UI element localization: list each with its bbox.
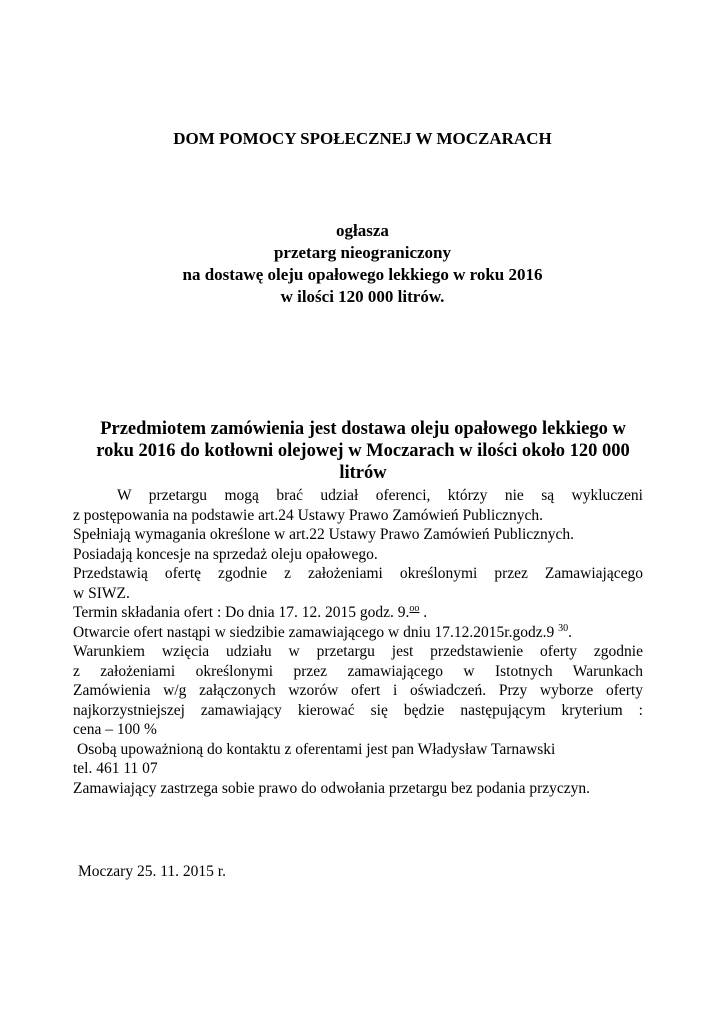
body-line: Zamówienia w/g załączonych wzorów ofert i oświadczeń. Przy wyborze oferty [73, 682, 643, 699]
subject-heading [78, 418, 648, 484]
document-body [73, 486, 643, 798]
opening-end: . [568, 623, 572, 641]
institution-title: DOM POMOCY SPOŁECZNEJ W MOCZARACH [173, 129, 552, 148]
body-line: z postępowania na podstawie art.24 Ustawy Prawo Zamówień Publicznych. [73, 506, 544, 524]
body-line: W przetargu mogą brać udział oferenci, którzy nie są wykluczeni [117, 487, 643, 504]
announcement-line: przetarg nieograniczony [273, 243, 452, 262]
place-date: Moczary 25. 11. 2015 r. [78, 863, 226, 880]
subject-line: litrów [339, 463, 387, 483]
offer-deadline-line [73, 603, 643, 623]
announcement-line: na dostawę oleju opałowego lekkiego w roku 2016 [182, 265, 543, 284]
contact-person-line: Osobą upoważnioną do kontaktu z oferentami jest pan Władysław Tarnawski [77, 740, 556, 758]
body-line: Przedstawią ofertę zgodnie z założeniami określonymi przez Zamawiającego [73, 565, 643, 582]
offer-deadline-minutes: oo [409, 602, 420, 614]
offer-deadline-end: . [419, 604, 428, 621]
body-line: z założeniami określonymi przez zamawiającego w Istotnych Warunkach [73, 662, 643, 680]
body-line: najkorzystniejszej zamawiający kierować się będzie następującym kryterium : [73, 701, 643, 719]
contact-phone-line: tel. 461 11 07 [73, 760, 158, 777]
announcement-line: ogłasza [336, 221, 389, 240]
announcement-line: w ilości 120 000 litrów. [280, 287, 445, 306]
body-line: Warunkiem wzięcia udziału w przetargu jest przedstawienie oferty zgodnie [73, 643, 643, 660]
body-line: Spełniają wymagania określone w art.22 Ustawy Prawo Zamówień Publicznych. [73, 526, 575, 543]
subject-line: Przedmiotem zamówienia jest dostawa oleju opałowego lekkiego w [100, 419, 626, 439]
opening-minutes: 30 [558, 622, 569, 634]
body-line: cena – 100 % [73, 721, 157, 738]
opening-line [73, 623, 643, 643]
opening-text: Otwarcie ofert nastąpi w siedzibie zamawiającego w dniu 17.12.2015r.godz.9 [73, 623, 559, 641]
announcement-block [0, 220, 725, 308]
subject-line: roku 2016 do kotłowni olejowej w Moczarach w ilości około 120 000 [96, 441, 630, 461]
body-line: Posiadają koncesje na sprzedaż oleju opałowego. [73, 545, 378, 563]
offer-deadline-text: Termin składania ofert : Do dnia 17. 12. 2015 godz. 9. [73, 604, 410, 621]
body-line: w SIWZ. [73, 584, 130, 602]
reservation-line: Zamawiający zastrzega sobie prawo do odwołania przetargu bez podania przyczyn. [73, 779, 591, 797]
